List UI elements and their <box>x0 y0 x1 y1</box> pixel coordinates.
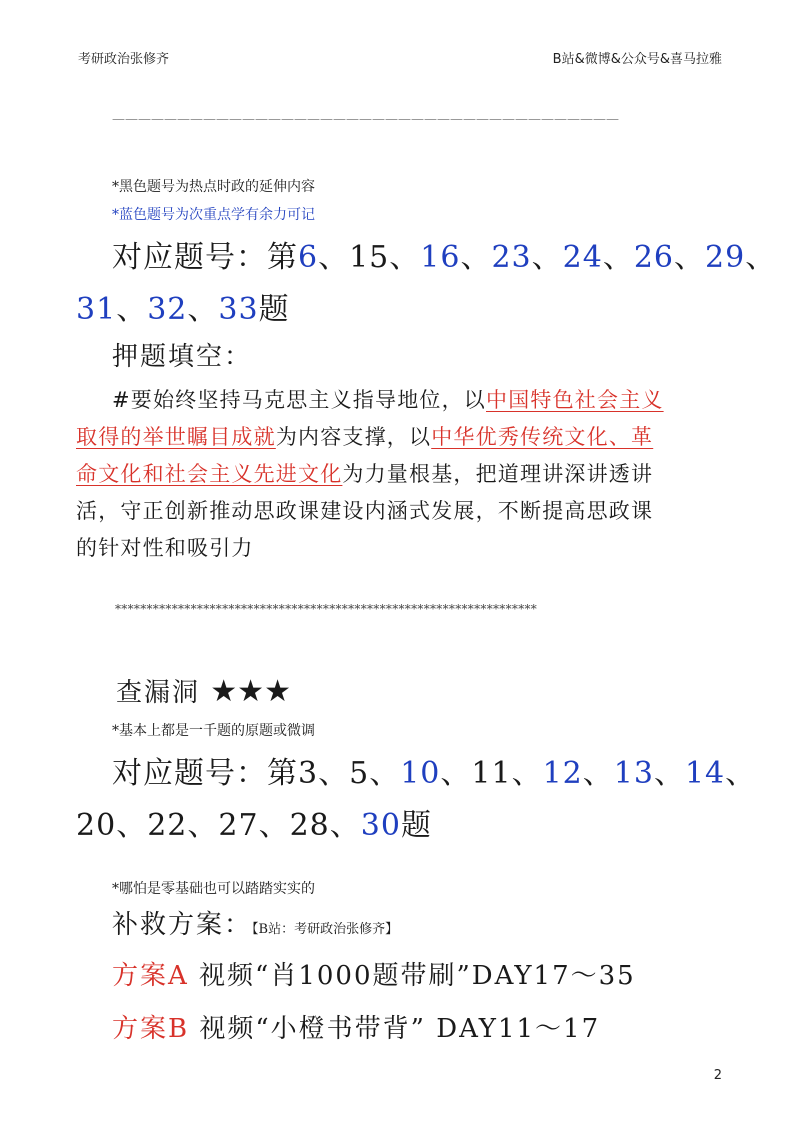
plan-a-row <box>112 955 636 992</box>
rescue-title-row <box>112 904 398 941</box>
fill-blank-answer: 取得的举世瞩目成就 <box>76 425 276 449</box>
question-number: 16 <box>420 240 461 275</box>
plan-b-text: 视频“小橙书带背” DAY11～17 <box>199 1014 601 1044</box>
fill-blank-answer: 中国特色社会主义 <box>486 388 664 412</box>
fill-blank-line4: 活，守正创新推动思政课建设内涵式发展，不断提高思政课 <box>76 499 654 523</box>
note-blue-numbers: *蓝色题号为次重点学有余力可记 <box>112 207 315 223</box>
question-number: 11 <box>471 756 512 791</box>
questions-prefix: 对应题号：第 <box>112 756 298 791</box>
fill-blank-line5: 的针对性和吸引力 <box>76 536 254 560</box>
plan-b-label: 方案B <box>112 1014 190 1044</box>
question-number: 10 <box>400 756 441 791</box>
question-numbers-line3: 对应题号：第3、5、10、11、12、13、14、 <box>112 756 757 791</box>
fill-blank-line1 <box>112 384 664 414</box>
question-number: 24 <box>562 240 603 275</box>
question-numbers-line1: 对应题号：第6、15、16、23、24、26、29、 <box>112 240 777 275</box>
question-number: 5 <box>349 756 370 791</box>
question-number: 22 <box>147 808 188 843</box>
fill-blank-title: 押题填空： <box>112 342 253 372</box>
question-number: 3 <box>298 756 319 791</box>
header-left: 考研政治张修齐 <box>78 52 170 67</box>
star-divider: ******************************************************************* <box>115 602 538 616</box>
question-numbers-line4: 20、22、27、28、30题 <box>76 808 432 843</box>
fill-blank-text: 为力量根基，把道理讲深讲透讲 <box>342 462 654 486</box>
question-number: 31 <box>76 292 117 327</box>
fill-blank-text: 为内容支撑，以 <box>275 425 432 449</box>
plan-b-row <box>112 1008 600 1045</box>
rescue-note: *哪怕是零基础也可以踏踏实实的 <box>112 881 315 897</box>
question-number: 12 <box>542 756 583 791</box>
page-number: 2 <box>713 1068 722 1083</box>
fill-blank-text: #要始终坚持马克思主义指导地位，以 <box>112 388 486 412</box>
question-numbers-line2: 31、32、33题 <box>76 292 290 327</box>
fill-blank-answer: 命文化和社会主义先进文化 <box>76 462 343 486</box>
section-check-label: 查漏洞 <box>116 678 201 708</box>
dashed-divider: ——————————————————————————————————————— <box>112 112 619 127</box>
questions-suffix: 题 <box>400 808 432 843</box>
fill-blank-line3 <box>76 458 653 488</box>
questions-prefix: 对应题号：第 <box>112 240 298 275</box>
section-check-note: *基本上都是一千题的原题或微调 <box>112 723 315 739</box>
questions-suffix: 题 <box>258 292 290 327</box>
section-check-title <box>116 672 291 709</box>
plan-a-label: 方案A <box>112 961 189 991</box>
rating-stars-icon: ★★★ <box>210 674 291 709</box>
question-number: 20 <box>76 808 117 843</box>
question-number: 27 <box>218 808 259 843</box>
rescue-title: 补救方案： <box>112 910 253 940</box>
question-number: 15 <box>349 240 390 275</box>
plan-a-text: 视频“肖1000题带刷”DAY17～35 <box>199 961 636 991</box>
question-number: 14 <box>684 756 726 791</box>
fill-blank-line2 <box>76 421 653 451</box>
header-right: B站&微博&公众号&喜马拉雅 <box>552 52 722 67</box>
rescue-source: 【B站：考研政治张修齐】 <box>252 922 399 937</box>
question-number: 33 <box>218 292 259 327</box>
question-number: 29 <box>705 240 746 275</box>
question-number: 23 <box>491 240 532 275</box>
question-number: 26 <box>633 240 675 275</box>
question-number: 28 <box>289 808 330 843</box>
fill-blank-answer: 中华优秀传统文化、革 <box>431 425 654 449</box>
note-black-numbers: *黑色题号为热点时政的延伸内容 <box>112 179 315 195</box>
question-number: 32 <box>147 292 188 327</box>
question-number: 6 <box>298 240 319 275</box>
question-number: 30 <box>360 808 401 843</box>
question-number: 13 <box>613 756 654 791</box>
